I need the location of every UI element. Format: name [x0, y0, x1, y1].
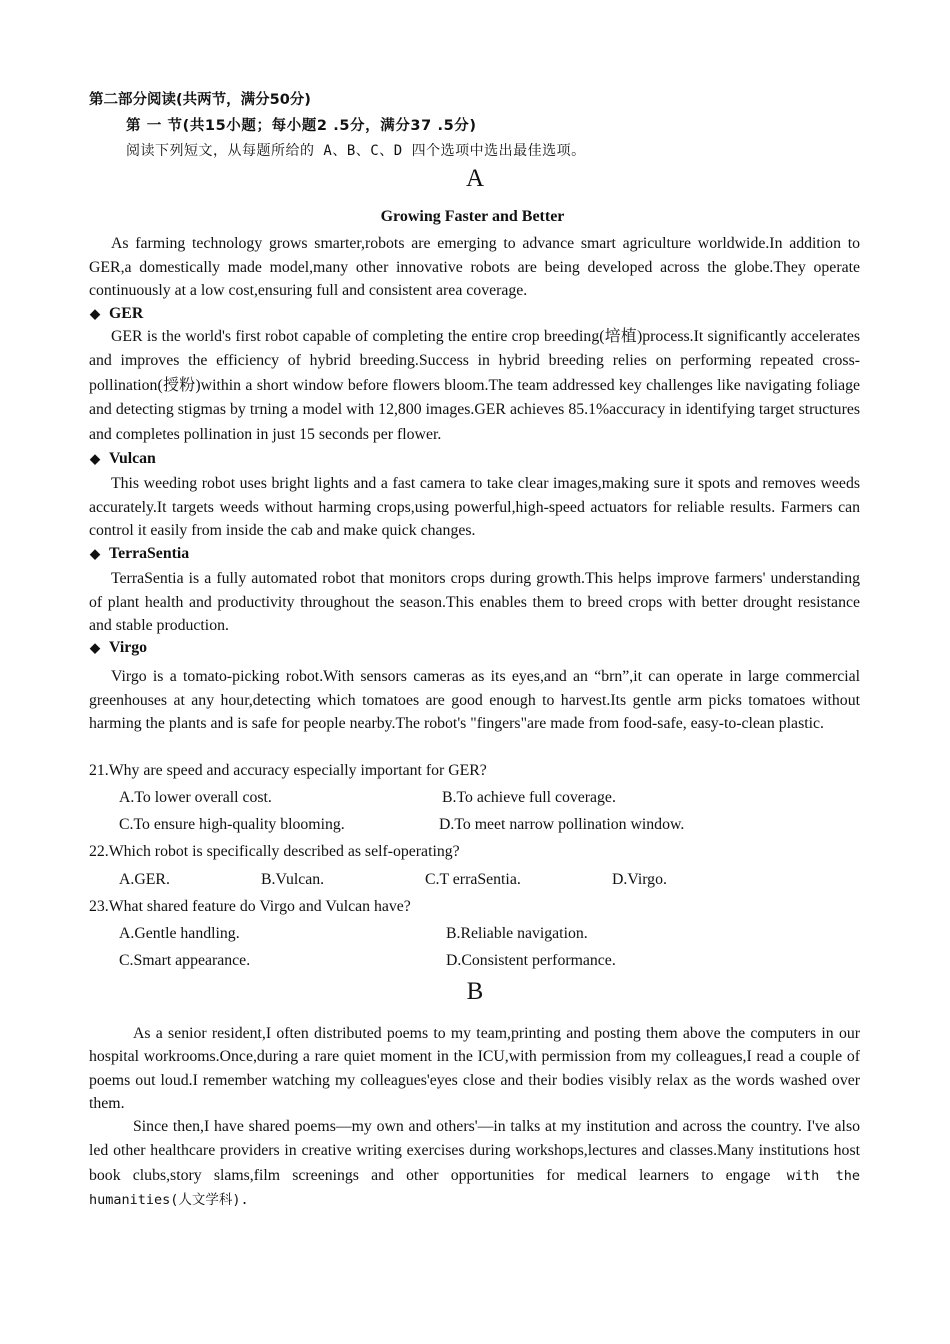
section-heading-virgo: ◆ Virgo — [90, 639, 148, 656]
question-option: C.T erraSentia. — [425, 871, 521, 888]
question-option: A.Gentle handling. — [119, 925, 240, 942]
section-body-ger: GER is the world's first robot capable of completing the entire crop breeding(培植)process.It significantly accelerates and improves the efficiency of hybrid breeding.Success in hybrid breeding relies on performing repeated cross-pollination(授粉)within a short window before flowers bloom.The team addressed key challenges like navigating foliage and detecting stigmas by trning a model with 12,800 images.GER achieves 85.1%accuracy in identifying target structures and completes pollination in just 15 seconds per flower. — [89, 328, 860, 443]
question-option: B.Vulcan. — [261, 871, 325, 888]
passage-b-paragraph-2: Since then,I have shared poems—my own and others'—in talks at my institution and across the country. I've also led other healthcare providers in creative writing exercises during workshops,lectures and classes.Many institutions host book clubs,story slams,film screenings and other opportunities for medical learners to engage with the humanities(人文学科). — [89, 1118, 860, 1209]
diamond-bullet-icon: ◆ — [90, 640, 100, 655]
passage-a-title: Growing Faster and Better — [380, 208, 565, 225]
passage-a-letter: A — [465, 165, 485, 192]
section-heading-terrasentia: ◆ TerraSentia — [90, 545, 190, 562]
section-body-vulcan: This weeding robot uses bright lights and a fast camera to take clear images,making sure it spots and removes weeds accurately.It targets weeds without harming crops,using powerful,high-speed actuators for reliable results. Farmers can control it easily from inside the cab and make quick changes. — [89, 475, 860, 540]
diamond-bullet-icon: ◆ — [90, 451, 100, 466]
question-option: B.To achieve full coverage. — [442, 789, 616, 806]
question-option: B.Reliable navigation. — [446, 925, 588, 942]
diamond-bullet-icon: ◆ — [90, 546, 100, 561]
question-stem: 22.Which robot is specifically described as self-operating? — [89, 843, 460, 860]
question-option: D.Consistent performance. — [446, 952, 616, 969]
passage-b-letter: B — [466, 978, 484, 1005]
section-body-virgo: Virgo is a tomato-picking robot.With sensors cameras as its eyes,and an “brn”,it can operate in large commercial greenhouses at any hour,detecting which tomatoes are good enough to harvest.Its gentle arm picks tomatoes without harming the plants and is safe for people nearby.The robot's "fingers"are made from food-safe, easy-to-clean plastic. — [89, 668, 860, 733]
question-option: D.To meet narrow pollination window. — [439, 816, 685, 833]
question-stem: 21.Why are speed and accuracy especially important for GER? — [89, 762, 487, 779]
part-title: 第二部分阅读(共两节，满分50分) — [89, 92, 311, 108]
question-option: A.To lower overall cost. — [119, 789, 272, 806]
question-option: C.To ensure high-quality blooming. — [119, 816, 345, 833]
passage-a-intro: As farming technology grows smarter,robots are emerging to advance smart agriculture worldwide.In addition to GER,a domestically made model,many other innovative robots are being developed across the globe.They operate continuously at a low cost,ensuring full and consistent area coverage. — [89, 235, 860, 300]
section-heading-vulcan: ◆ Vulcan — [90, 450, 156, 467]
question-option: D.Virgo. — [612, 871, 667, 888]
passage-b-paragraph-1: As a senior resident,I often distributed poems to my team,printing and posting them above the computers in our hospital workrooms.Once,during a rare quiet moment in the ICU,with permission from my colleagues,I read a couple of poems out loud.I remember watching my colleagues'eyes close and their bodies visibly relax as the words washed over them. — [89, 1025, 860, 1113]
section-heading-ger: ◆ GER — [90, 305, 144, 322]
instruction: 阅读下列短文，从每题所给的 A、B、C、D 四个选项中选出最佳选项。 — [126, 143, 586, 159]
question-option: C.Smart appearance. — [119, 952, 251, 969]
question-option: A.GER. — [119, 871, 170, 888]
diamond-bullet-icon: ◆ — [90, 306, 100, 321]
section-body-terrasentia: TerraSentia is a fully automated robot that monitors crops during growth.This helps improve farmers' understanding of plant health and productivity throughout the season.This enables them to breed crops with better drought resistance and stable production. — [89, 570, 860, 635]
question-stem: 23.What shared feature do Virgo and Vulcan have? — [89, 898, 411, 915]
section-title: 第 一 节(共15小题；每小题2 .5分，满分37 .5分) — [126, 118, 477, 134]
